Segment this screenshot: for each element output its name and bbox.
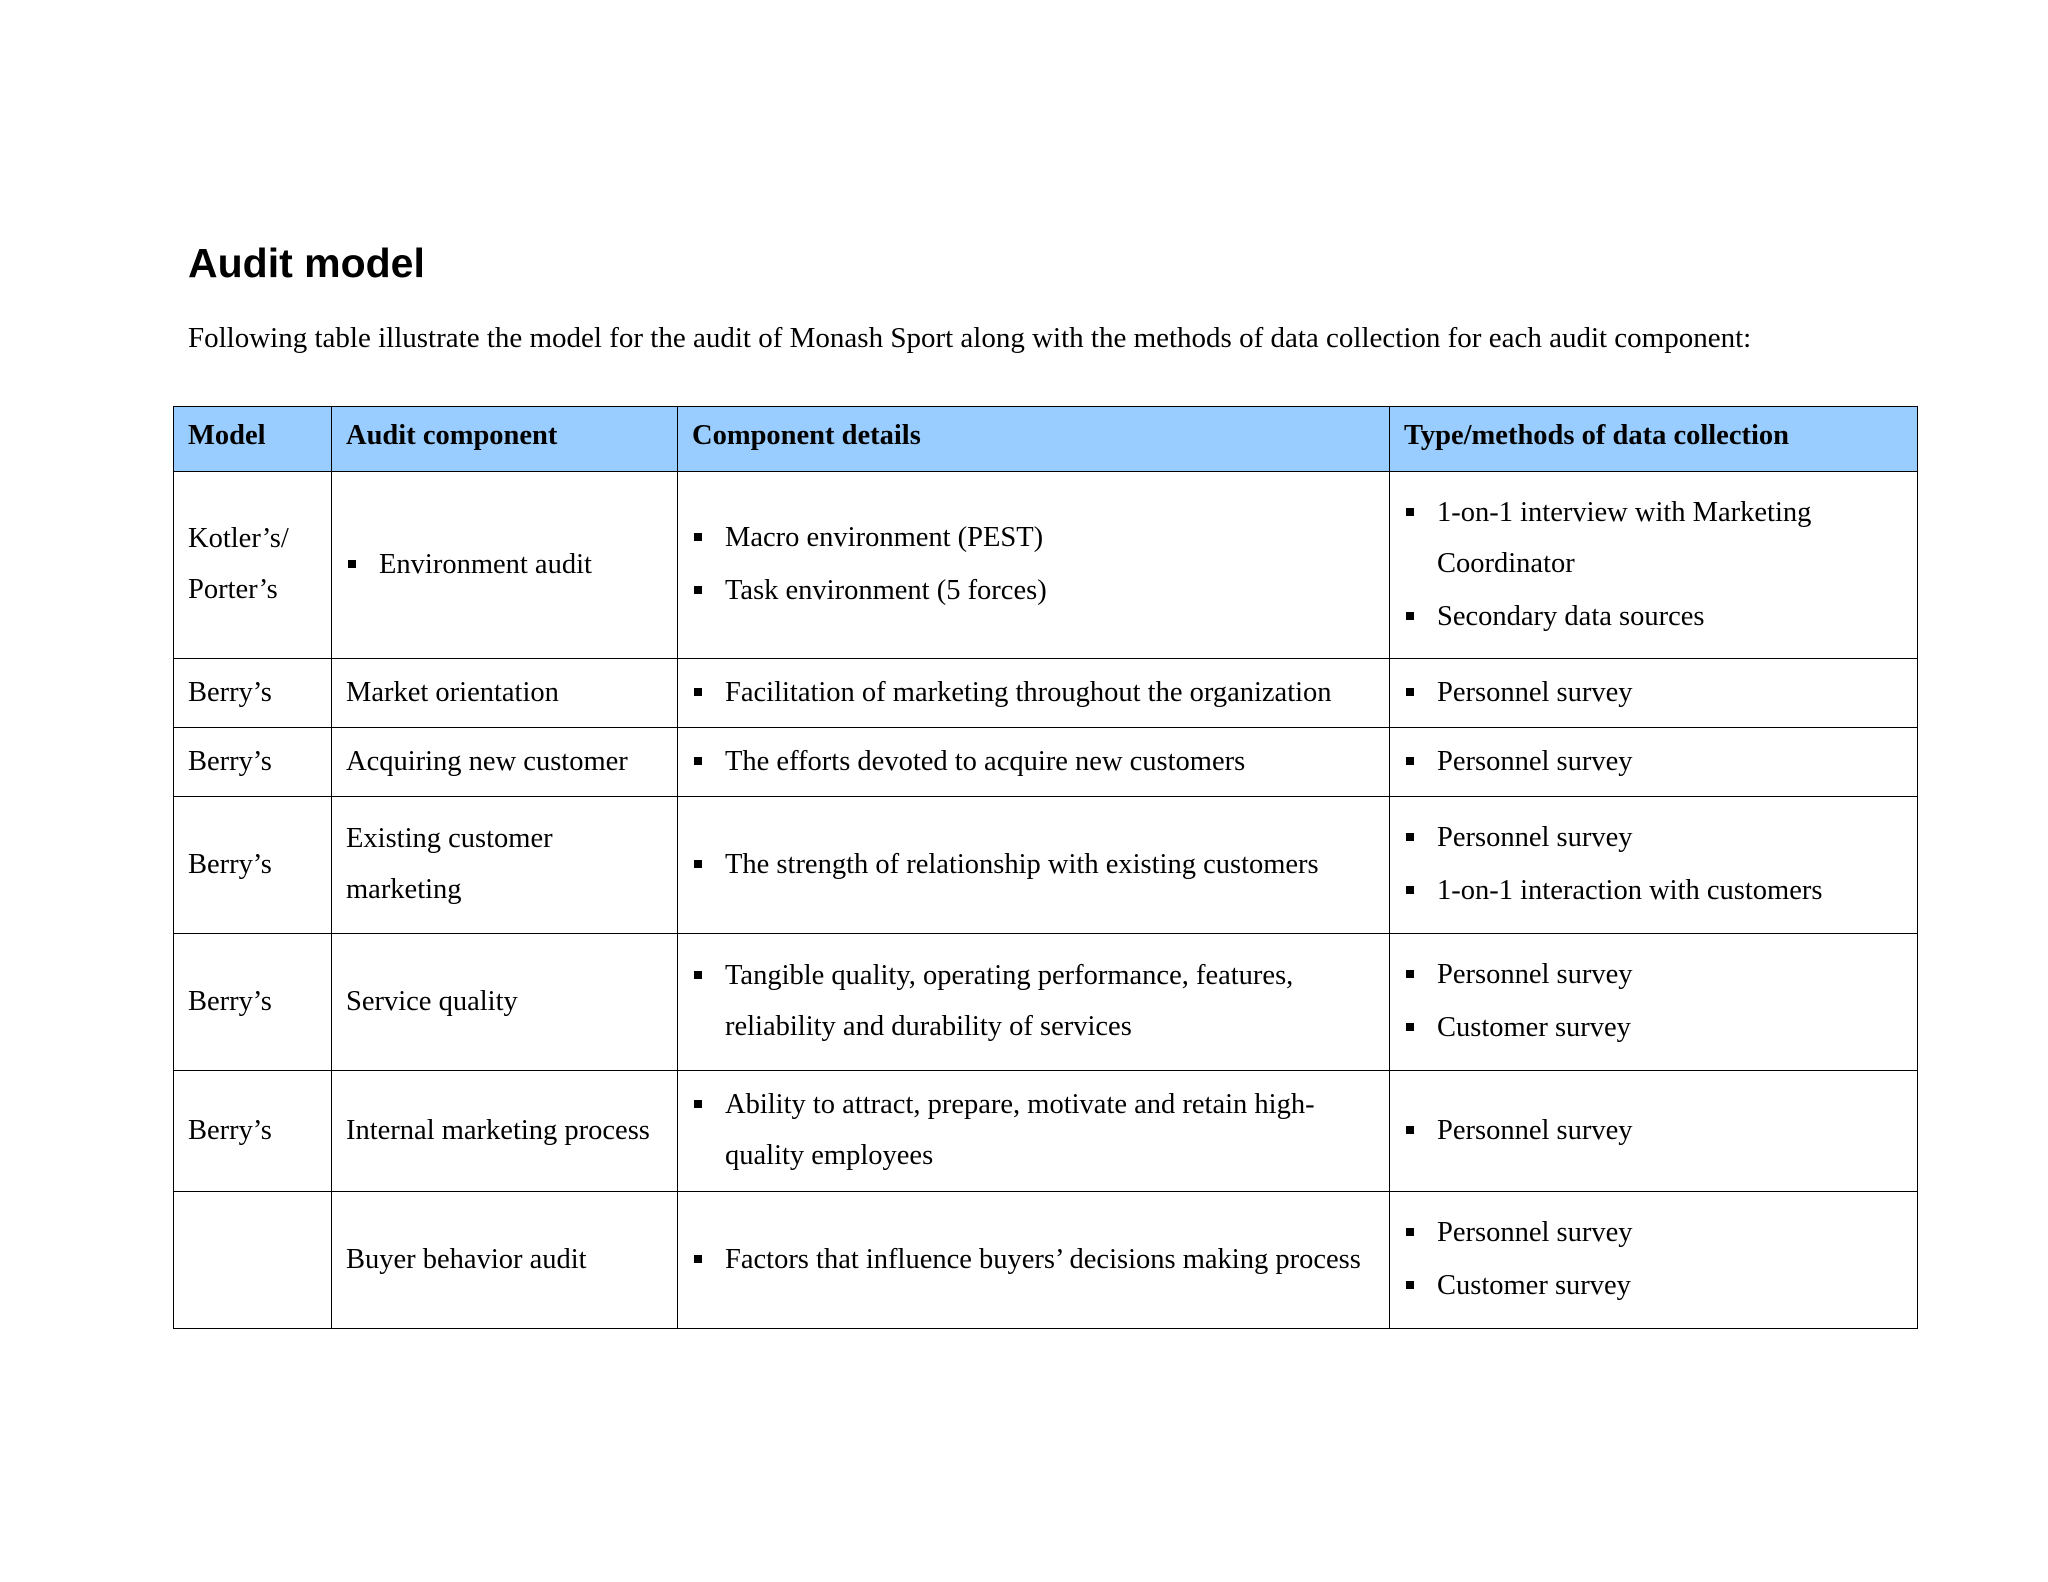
details-cell [678,472,1390,659]
component-item: Environment audit [346,539,663,590]
component-cell: Market orientation [332,659,678,728]
component-cell: Acquiring new customer [332,728,678,797]
methods-cell [1390,1071,1918,1192]
table-row [174,472,1918,659]
methods-item: Personnel survey [1404,812,1903,863]
component-list [346,539,663,590]
details-cell [678,797,1390,934]
model-cell: Berry’s [174,797,332,934]
component-cell [332,472,678,659]
details-list [692,736,1375,787]
model-cell: Berry’s [174,728,332,797]
details-list [692,839,1375,890]
methods-cell [1390,472,1918,659]
table-row [174,728,1918,797]
table-row [174,659,1918,728]
details-item: Macro environment (PEST) [692,512,1375,563]
methods-list [1404,487,1903,642]
methods-list [1404,812,1903,916]
methods-cell [1390,797,1918,934]
methods-item: 1-on-1 interview with Marketing Coordinator [1404,487,1903,589]
methods-list [1404,1207,1903,1311]
details-item: The efforts devoted to acquire new customers [692,736,1375,787]
header-component-details: Component details [678,407,1390,472]
details-cell [678,728,1390,797]
details-cell [678,659,1390,728]
details-item: Factors that influence buyers’ decisions making process [692,1234,1375,1285]
methods-list [1404,1105,1903,1156]
component-cell: Buyer behavior audit [332,1192,678,1329]
model-cell: Berry’s [174,934,332,1071]
methods-item: Customer survey [1404,1260,1903,1311]
component-cell: Service quality [332,934,678,1071]
methods-list [1404,667,1903,718]
intro-paragraph: Following table illustrate the model for the audit of Monash Sport along with the methods of data collection for each audit component: [188,322,1752,354]
methods-cell [1390,659,1918,728]
audit-model-table [173,406,1918,1329]
model-cell [174,1192,332,1329]
methods-cell [1390,934,1918,1071]
details-list [692,1234,1375,1285]
methods-item: Secondary data sources [1404,591,1903,642]
model-cell: Berry’s [174,659,332,728]
details-item: Tangible quality, operating performance, features, reliability and durability of services [692,950,1375,1052]
component-cell: Internal marketing process [332,1071,678,1192]
details-list [692,950,1375,1052]
table-row [174,934,1918,1071]
details-item: Task environment (5 forces) [692,565,1375,616]
methods-item: Customer survey [1404,1002,1903,1053]
table-row [174,1071,1918,1192]
component-cell: Existing customer marketing [332,797,678,934]
details-cell [678,1192,1390,1329]
details-item: Ability to attract, prepare, motivate and retain high-quality employees [692,1079,1375,1181]
methods-item: Personnel survey [1404,949,1903,1000]
details-item: Facilitation of marketing throughout the organization [692,667,1375,718]
table-row [174,1192,1918,1329]
methods-list [1404,949,1903,1053]
table-header-row [174,407,1918,472]
methods-item: Personnel survey [1404,667,1903,718]
details-item: The strength of relationship with existing customers [692,839,1375,890]
section-heading: Audit model [188,240,425,286]
methods-cell [1390,728,1918,797]
details-list [692,667,1375,718]
header-audit-component: Audit component [332,407,678,472]
model-cell: Kotler’s/ Porter’s [174,472,332,659]
methods-item: Personnel survey [1404,736,1903,787]
header-data-collection: Type/methods of data collection [1390,407,1918,472]
methods-item: Personnel survey [1404,1207,1903,1258]
methods-item: 1-on-1 interaction with customers [1404,865,1903,916]
table-row [174,797,1918,934]
header-model: Model [174,407,332,472]
model-cell: Berry’s [174,1071,332,1192]
methods-cell [1390,1192,1918,1329]
details-cell [678,1071,1390,1192]
methods-item: Personnel survey [1404,1105,1903,1156]
details-cell [678,934,1390,1071]
details-list [692,1079,1375,1181]
methods-list [1404,736,1903,787]
details-list [692,512,1375,616]
